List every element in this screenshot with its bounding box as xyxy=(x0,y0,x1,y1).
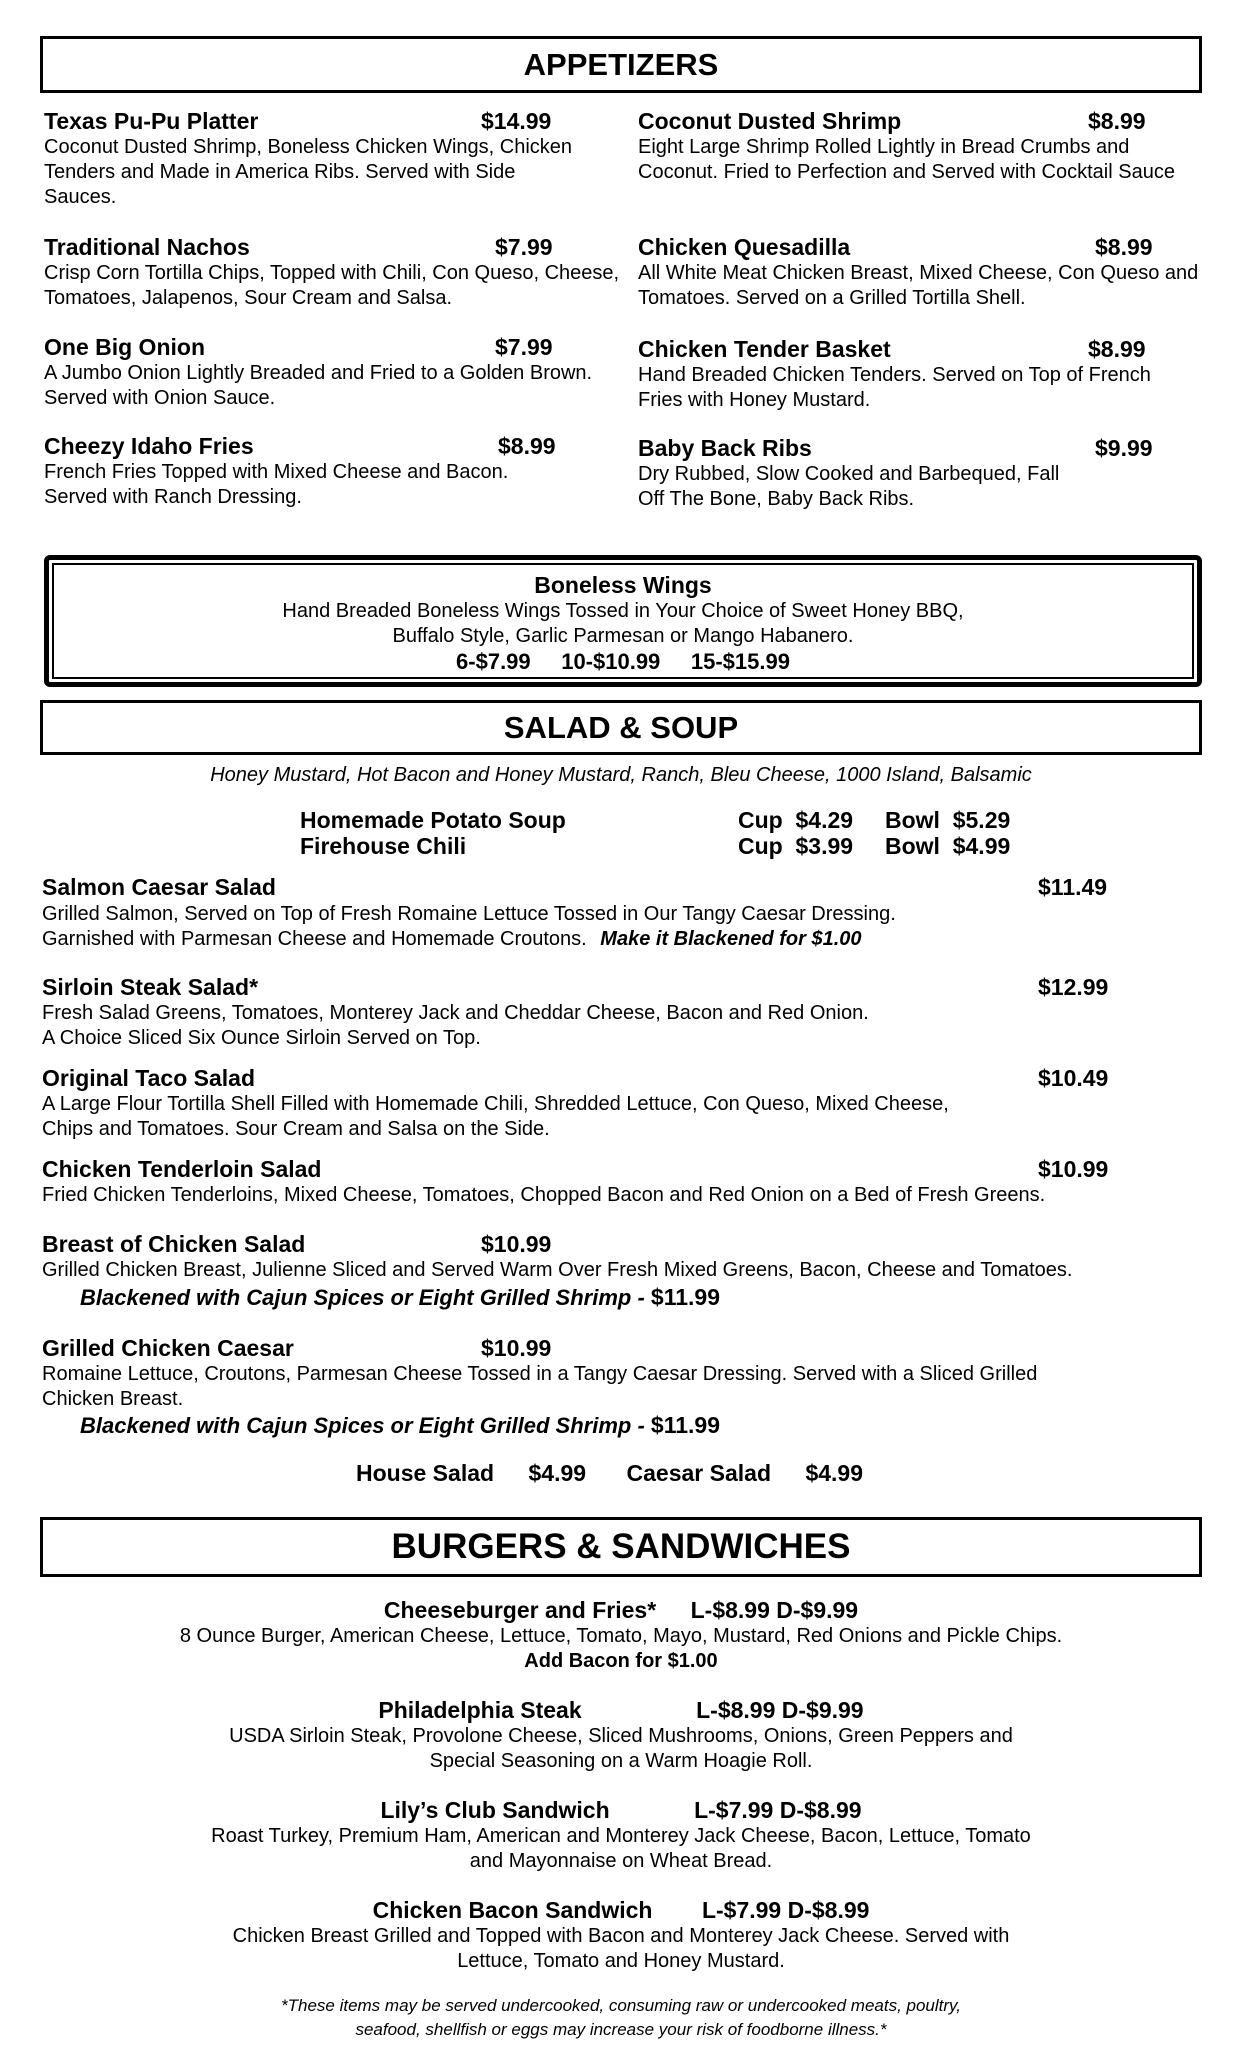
boneless-wings-box xyxy=(44,555,1202,687)
item-description-cont: A Choice Sliced Six Ounce Sirloin Served on Top. xyxy=(42,1027,481,1049)
item-name: Lily’s Club Sandwich xyxy=(380,1797,610,1823)
item-price: L-$8.99 D-$9.99 xyxy=(696,1697,864,1723)
item-description: Hand Breaded Chicken Tenders. Served on Top of French Fries with Honey Mustard. xyxy=(638,364,1151,411)
soup-bowl-price: Bowl $4.99 xyxy=(885,833,1011,859)
item-description-cont: and Mayonnaise on Wheat Bread. xyxy=(469,1850,773,1872)
item-name: Chicken Tender Basket xyxy=(638,336,891,362)
item-name: Texas Pu-Pu Platter xyxy=(44,108,259,134)
item-description: Crisp Corn Tortilla Chips, Topped with Chili, Con Queso, Cheese, Tomatoes, Jalapenos, Sour Cream and Salsa. xyxy=(44,262,620,309)
item-description: 8 Ounce Burger, American Cheese, Lettuce, Tomato, Mayo, Mustard, Red Onions and Pickle Chips. xyxy=(179,1625,1063,1647)
disclaimer-line2: seafood, shellfish or eggs may increase your risk of foodborne illness.* xyxy=(355,2020,887,2039)
side-salad-price: $4.99 xyxy=(805,1460,864,1486)
item-name: Coconut Dusted Shrimp xyxy=(638,108,902,134)
sandwich-item xyxy=(40,1797,1202,1874)
item-description: Chicken Breast Grilled and Topped with Bacon and Monterey Jack Cheese. Served with xyxy=(232,1925,1010,1947)
item-description-cont: Chicken Breast. xyxy=(42,1388,184,1410)
item-description: A Jumbo Onion Lightly Breaded and Fried to a Golden Brown. Served with Onion Sauce. xyxy=(44,362,593,409)
item-price: $8.99 xyxy=(1088,108,1146,134)
item-description: All White Meat Chicken Breast, Mixed Cheese, Con Queso and Tomatoes. Served on a Grilled Tortilla Shell. xyxy=(638,262,1199,309)
item-price: L-$8.99 D-$9.99 xyxy=(690,1597,859,1623)
item-price: $10.99 xyxy=(481,1231,552,1257)
item-description-cont: Chips and Tomatoes. Sour Cream and Salsa on the Side. xyxy=(42,1118,550,1140)
item-name: Grilled Chicken Caesar xyxy=(42,1335,294,1361)
item-description: Fresh Salad Greens, Tomatoes, Monterey Jack and Cheddar Cheese, Bacon and Red Onion. xyxy=(42,1002,869,1024)
item-price: $12.99 xyxy=(1038,974,1109,1000)
item-price: $7.99 xyxy=(495,334,553,360)
salad-soup-header xyxy=(40,700,1202,755)
item-name: Chicken Tenderloin Salad xyxy=(42,1156,322,1182)
wings-name: Boneless Wings xyxy=(534,572,712,598)
side-salads xyxy=(356,1460,863,1487)
item-name: Chicken Quesadilla xyxy=(638,234,851,260)
item-description: A Large Flour Tortilla Shell Filled with Homemade Chili, Shredded Lettuce, Con Queso, Mixed Cheese, xyxy=(42,1093,949,1115)
salad-option: Blackened with Cajun Spices or Eight Grilled Shrimp - xyxy=(80,1285,645,1310)
item-description-cont: Lettuce, Tomato and Honey Mustard. xyxy=(457,1950,785,1972)
item-description: French Fries Topped with Mixed Cheese and Bacon. Served with Ranch Dressing. xyxy=(44,461,509,508)
item-price: $9.99 xyxy=(1095,435,1153,461)
appetizers-header xyxy=(40,36,1202,93)
burgers-header xyxy=(40,1517,1202,1577)
item-description: Eight Large Shrimp Rolled Lightly in Bread Crumbs and Coconut. Fried to Perfection and Served with Cocktail Sauce xyxy=(638,136,1175,183)
item-name: Sirloin Steak Salad* xyxy=(42,974,259,1000)
item-name: Original Taco Salad xyxy=(42,1065,256,1091)
item-description: Roast Turkey, Premium Ham, American and Monterey Jack Cheese, Bacon, Lettuce, Tomato xyxy=(211,1825,1031,1847)
item-description-cont: Special Seasoning on a Warm Hoagie Roll. xyxy=(429,1750,813,1772)
wings-description-line1: Hand Breaded Boneless Wings Tossed in Your Choice of Sweet Honey BBQ, xyxy=(282,600,964,622)
side-salad-name: House Salad xyxy=(356,1460,495,1486)
item-description-cont: Garnished with Parmesan Cheese and Homemade Croutons. xyxy=(42,928,587,950)
item-price: $10.99 xyxy=(481,1335,552,1361)
appetizers-title: APPETIZERS xyxy=(523,47,719,82)
item-description: Dry Rubbed, Slow Cooked and Barbequed, Fall Off The Bone, Baby Back Ribs. xyxy=(638,463,1060,510)
salad-option: Blackened with Cajun Spices or Eight Grilled Shrimp - xyxy=(80,1413,645,1438)
soup-name: Firehouse Chili xyxy=(300,833,467,859)
disclaimer-line1: *These items may be served undercooked, consuming raw or undercooked meats, poultry, xyxy=(280,1996,962,2015)
item-description: USDA Sirloin Steak, Provolone Cheese, Sliced Mushrooms, Onions, Green Peppers and xyxy=(229,1725,1013,1747)
item-name: Cheezy Idaho Fries xyxy=(44,433,254,459)
dressing-list: Honey Mustard, Hot Bacon and Honey Mustard, Ranch, Bleu Cheese, 1000 Island, Balsamic xyxy=(210,764,1032,786)
item-price: $11.49 xyxy=(1038,874,1108,900)
food-safety-disclaimer xyxy=(40,1994,1202,2042)
sandwich-item xyxy=(40,1697,1202,1774)
wings-prices: 6-$7.99 10-$10.99 15-$15.99 xyxy=(456,649,790,674)
item-name: One Big Onion xyxy=(44,334,205,360)
item-name: Cheeseburger and Fries* xyxy=(383,1597,657,1623)
item-price: L-$7.99 D-$8.99 xyxy=(694,1797,862,1823)
item-name: Baby Back Ribs xyxy=(638,435,812,461)
side-salad-price: $4.99 xyxy=(528,1460,587,1486)
item-price: $8.99 xyxy=(1095,234,1153,260)
sandwich-item xyxy=(40,1597,1202,1674)
item-name: Salmon Caesar Salad xyxy=(42,874,276,900)
sandwich-item xyxy=(40,1897,1202,1974)
item-price: $14.99 xyxy=(481,108,552,134)
soup-cup-price: Cup $4.29 xyxy=(738,807,854,833)
side-salad-name: Caesar Salad xyxy=(626,1460,771,1486)
item-name: Traditional Nachos xyxy=(44,234,250,260)
item-name: Philadelphia Steak xyxy=(378,1697,582,1723)
soup-cup-price: Cup $3.99 xyxy=(738,833,854,859)
blackened-upgrade: Make it Blackened for $1.00 xyxy=(600,928,862,950)
item-description: Coconut Dusted Shrimp, Boneless Chicken Wings, Chicken Tenders and Made in America Ribs. Served with Side Sauces. xyxy=(44,136,573,208)
item-name: Breast of Chicken Salad xyxy=(42,1231,306,1257)
item-price: $8.99 xyxy=(1088,336,1146,362)
salad-option-price: $11.99 xyxy=(650,1412,720,1438)
soup-name: Homemade Potato Soup xyxy=(300,807,566,833)
add-bacon: Add Bacon for $1.00 xyxy=(524,1650,718,1672)
item-price: L-$7.99 D-$8.99 xyxy=(701,1897,870,1923)
salad-soup-title: SALAD & SOUP xyxy=(503,710,739,745)
item-description: Grilled Chicken Breast, Julienne Sliced and Served Warm Over Fresh Mixed Greens, Bacon, Cheese and Tomatoes. xyxy=(42,1259,1073,1281)
item-description: Romaine Lettuce, Croutons, Parmesan Cheese Tossed in a Tangy Caesar Dressing. Served with a Sliced Grilled xyxy=(42,1363,1038,1385)
item-name: Chicken Bacon Sandwich xyxy=(372,1897,653,1923)
item-price: $10.99 xyxy=(1038,1156,1109,1182)
item-price: $7.99 xyxy=(495,234,553,260)
item-description: Fried Chicken Tenderloins, Mixed Cheese, Tomatoes, Chopped Bacon and Red Onion on a Bed of Fresh Greens. xyxy=(42,1184,1046,1206)
soup-bowl-price: Bowl $5.29 xyxy=(885,807,1011,833)
item-description: Grilled Salmon, Served on Top of Fresh Romaine Lettuce Tossed in Our Tangy Caesar Dressing. xyxy=(42,903,896,925)
burgers-title: BURGERS & SANDWICHES xyxy=(391,1527,851,1566)
wings-description-line2: Buffalo Style, Garlic Parmesan or Mango Habanero. xyxy=(392,625,854,647)
item-price: $8.99 xyxy=(498,433,556,459)
salad-option-price: $11.99 xyxy=(650,1284,720,1310)
item-price: $10.49 xyxy=(1038,1065,1109,1091)
